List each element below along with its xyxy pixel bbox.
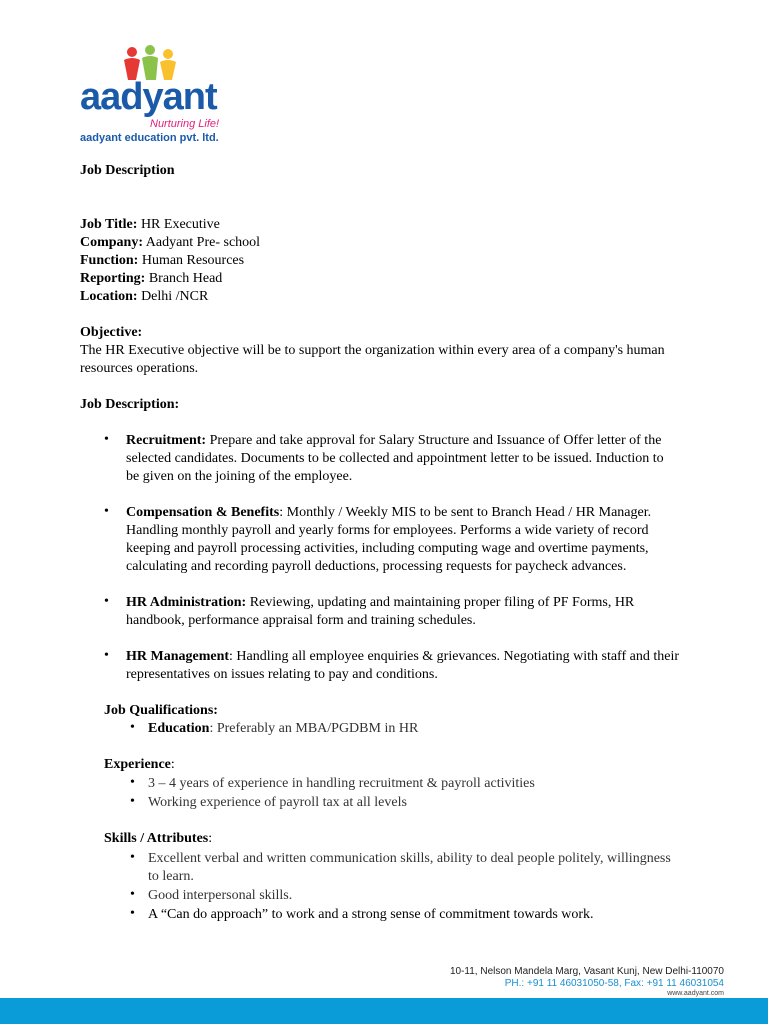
detail-label: Location: (80, 289, 138, 304)
page-title: Job Description (80, 163, 175, 178)
detail-reporting (80, 270, 222, 288)
detail-label: Reporting: (80, 271, 146, 286)
logo-tagline: Nurturing Life! (150, 118, 220, 130)
bullet-icon: • (130, 720, 135, 735)
bullet-icon: • (130, 775, 135, 790)
responsibility-text: representatives on issues relating to pay and conditions. (126, 667, 438, 682)
detail-value: Delhi /NCR (137, 289, 209, 304)
skill-item-continued: to learn. (148, 869, 194, 884)
responsibility-recruitment (126, 432, 726, 486)
responsibility-text: Handling monthly payroll and yearly forms for employees. Performs a wide variety of record (126, 523, 649, 538)
experience-colon: : (170, 757, 175, 772)
footer-phone: PH.: +91 11 46031050-58, Fax: +91 11 46031054 (504, 978, 724, 989)
objective-line: The HR Executive objective will be to support the organization within every area of a company's human (80, 343, 665, 358)
detail-job-title (80, 216, 220, 234)
footer-address: 10-11, Nelson Mandela Marg, Vasant Kunj, New Delhi-110070 (449, 966, 724, 977)
responsibility-text: : Handling all employee enquiries & grievances. Negotiating with staff and their (229, 649, 679, 664)
footer-website: www.aadyant.com (667, 990, 724, 997)
responsibility-text: be given on the joining of the employee. (126, 469, 353, 484)
experience-label: Experience (104, 757, 171, 772)
skills-colon: : (208, 831, 213, 846)
logo-brand: aadyant (80, 76, 217, 118)
job-description-heading: Job Description: (80, 397, 180, 412)
responsibility-text: : Monthly / Weekly MIS to be sent to Branch Head / HR Manager. (279, 505, 652, 520)
bullet-icon: • (104, 504, 109, 519)
detail-value: Branch Head (145, 271, 223, 286)
detail-company (80, 234, 260, 252)
detail-function (80, 252, 244, 270)
bullet-icon: • (104, 648, 109, 663)
responsibility-text: keeping and payroll processing activities, including computing wage and overtime payments, (126, 541, 649, 556)
detail-label: Function: (80, 253, 139, 268)
qualification-label: Education (148, 721, 210, 736)
responsibility-text: Reviewing, updating and maintaining proper filing of PF Forms, HR (246, 595, 635, 610)
skill-item: Good interpersonal skills. (148, 888, 293, 903)
responsibility-management (126, 648, 726, 684)
objective-line: resources operations. (80, 361, 199, 376)
skills-label: Skills / Attributes (104, 831, 209, 846)
skills-heading (104, 830, 212, 848)
detail-value: HR Executive (137, 217, 220, 232)
responsibility-text: calculating and recording payroll deductions, processing requests for paycheck advances. (126, 559, 627, 574)
bullet-icon: • (130, 794, 135, 809)
objective-heading: Objective: (80, 325, 143, 340)
skill-item: Excellent verbal and written communication skills, ability to deal people politely, willingness (148, 851, 671, 866)
detail-label: Job Title: (80, 217, 138, 232)
responsibility-text: Prepare and take approval for Salary Structure and Issuance of Offer letter of the (206, 433, 662, 448)
detail-label: Company: (80, 235, 144, 250)
qualification-value: : Preferably an MBA/PGDBM in HR (209, 721, 419, 736)
logo-company: aadyant education pvt. ltd. (80, 132, 219, 144)
responsibility-text: handbook, performance appraisal form and training schedules. (126, 613, 476, 628)
responsibility-compensation (126, 504, 726, 576)
bullet-icon: • (104, 432, 109, 447)
footer-bar (0, 998, 768, 1024)
bullet-icon: • (130, 850, 135, 865)
responsibility-label: Recruitment: (126, 433, 207, 448)
bullet-icon: • (104, 594, 109, 609)
bullet-icon: • (130, 906, 135, 921)
experience-heading (104, 756, 175, 774)
responsibility-text: selected candidates. Documents to be collected and appointment letter to be issued. Induction to (126, 451, 664, 466)
skill-item: A “Can do approach” to work and a strong sense of commitment towards work. (148, 907, 594, 922)
detail-location (80, 288, 208, 306)
detail-value: Human Resources (138, 253, 245, 268)
detail-value: Aadyant Pre- school (143, 235, 261, 250)
qualifications-heading: Job Qualifications: (104, 703, 218, 718)
responsibility-label: HR Administration: (126, 595, 247, 610)
qualification-education (148, 720, 418, 738)
experience-item: Working experience of payroll tax at all levels (148, 795, 407, 810)
company-logo (80, 44, 230, 148)
responsibility-label: Compensation & Benefits (126, 505, 280, 520)
responsibility-label: HR Management (126, 649, 230, 664)
experience-item: 3 – 4 years of experience in handling recruitment & payroll activities (148, 776, 535, 791)
bullet-icon: • (130, 887, 135, 902)
responsibility-administration (126, 594, 726, 630)
